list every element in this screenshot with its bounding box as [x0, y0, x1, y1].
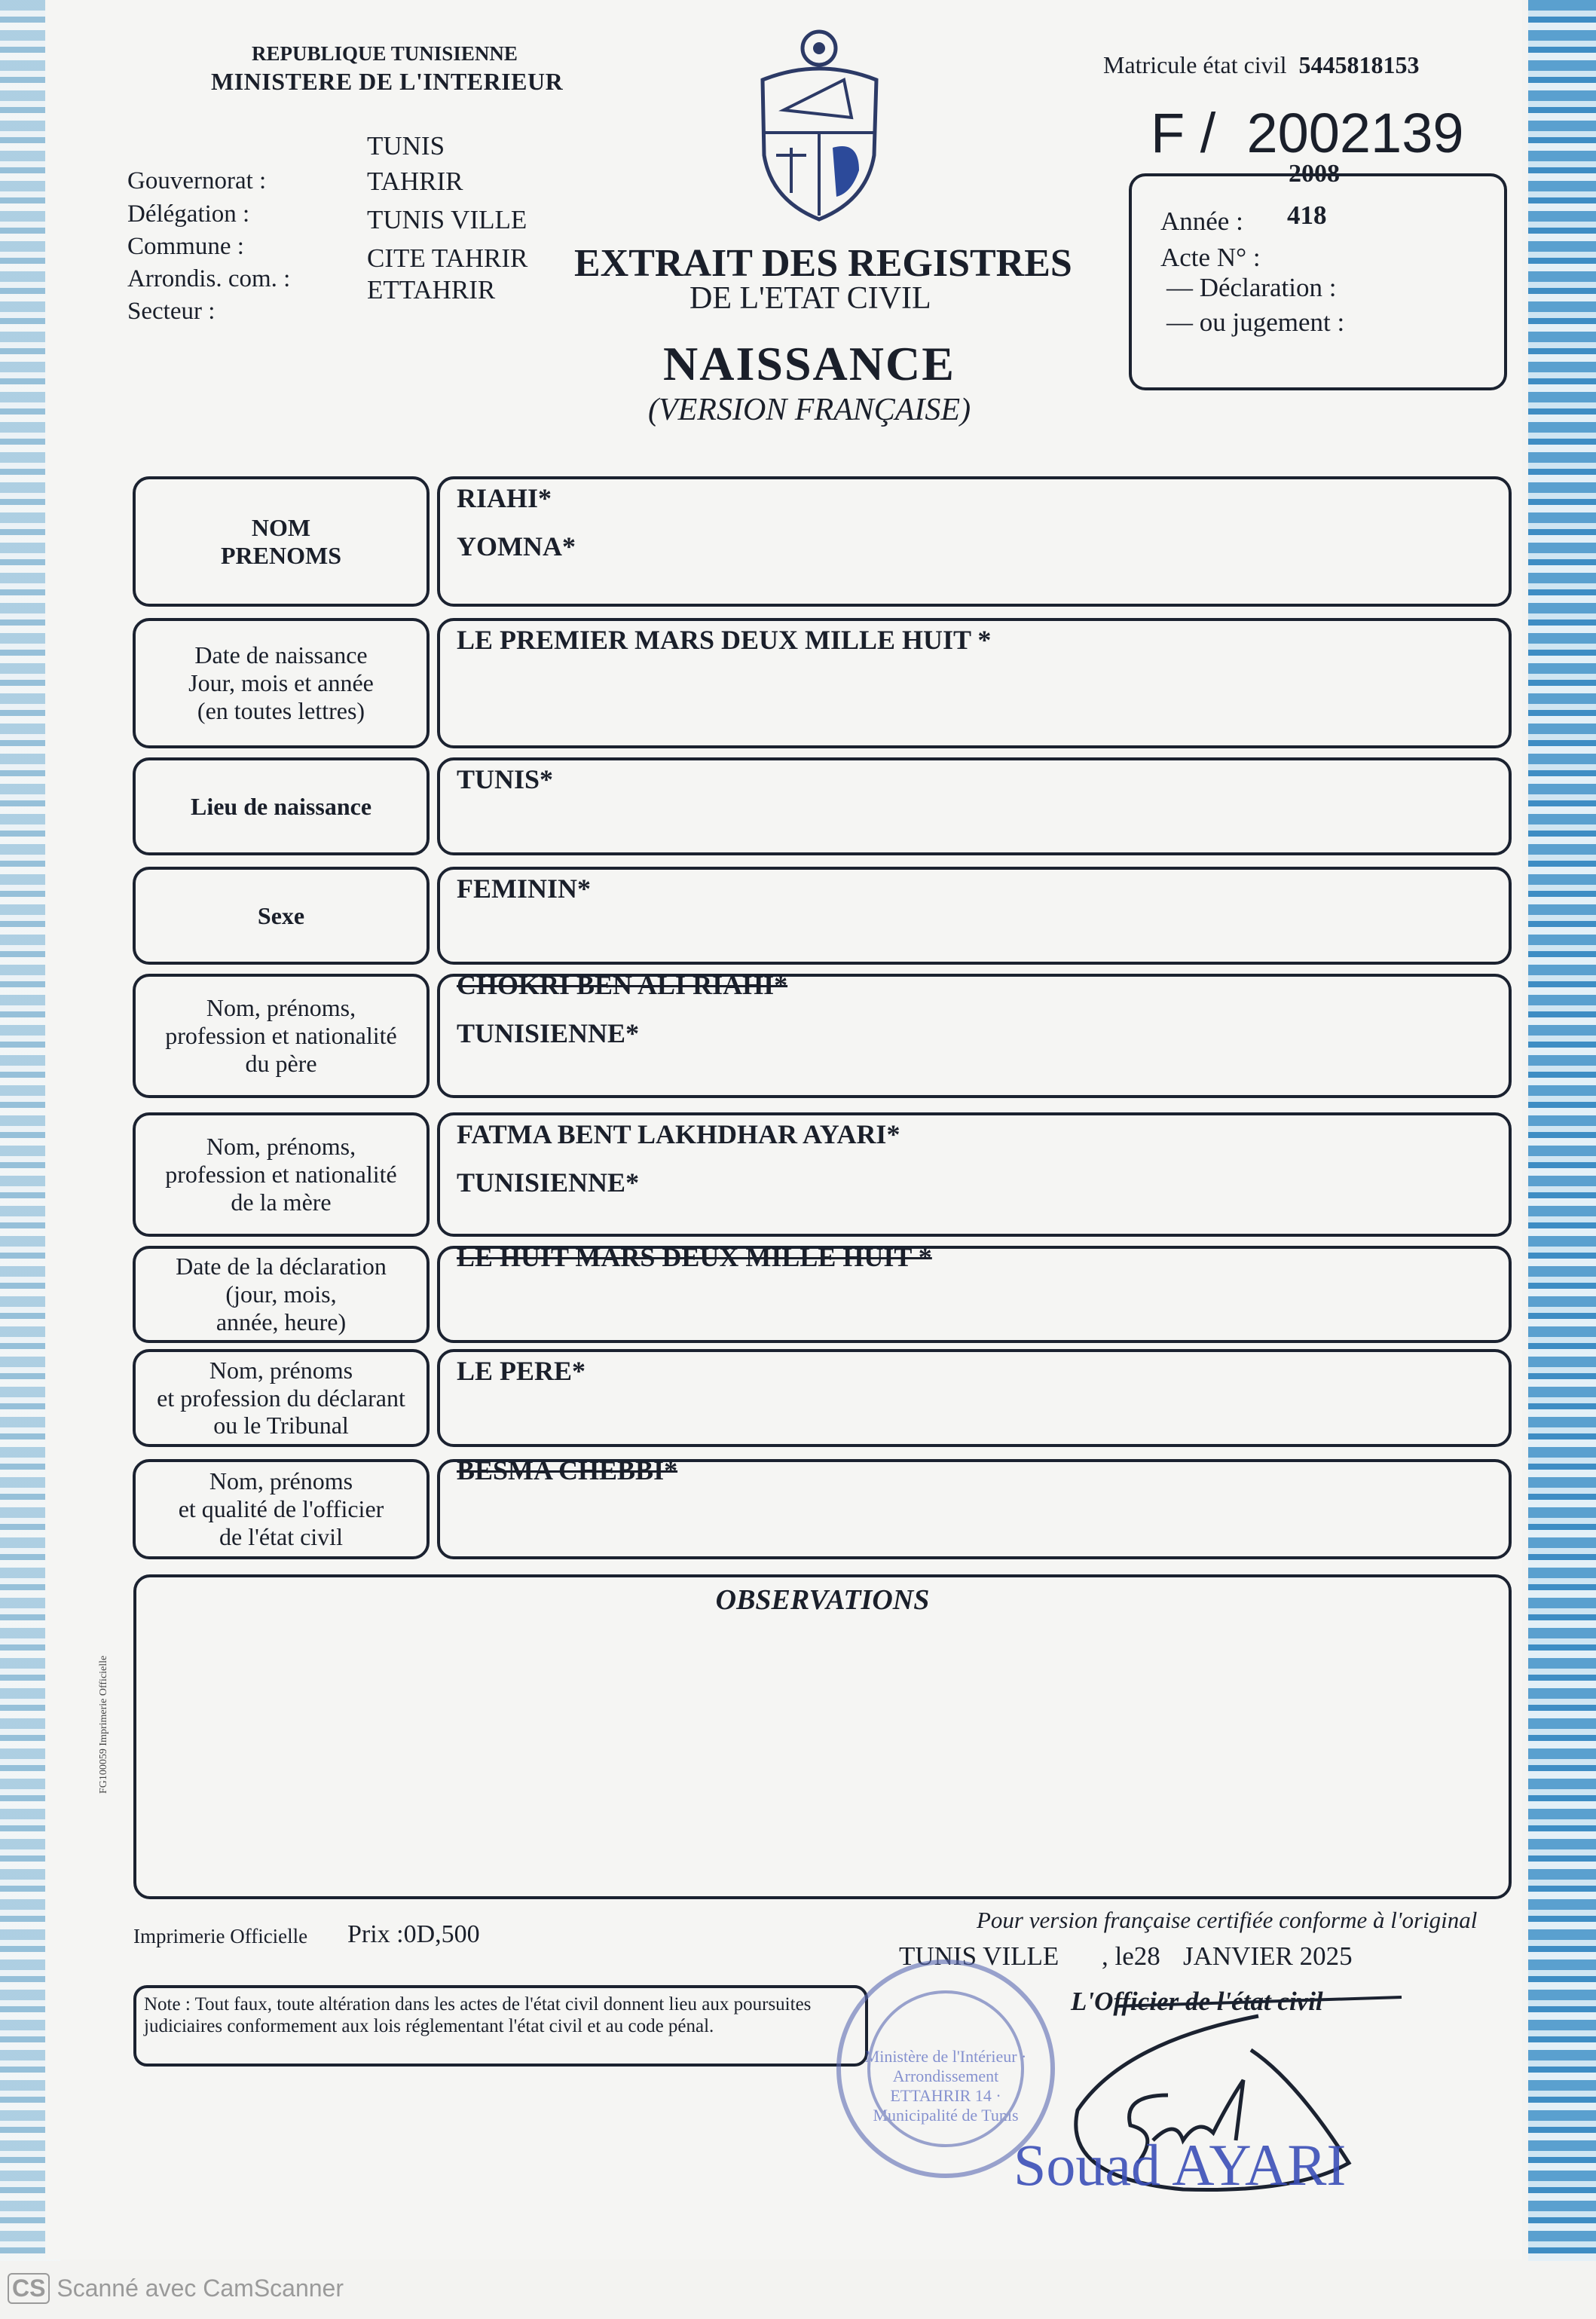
- label-line: (jour, mois,: [225, 1280, 337, 1308]
- watermark-text: Scanné avec CamScanner: [57, 2275, 344, 2302]
- row-value-father: [437, 970, 1512, 1098]
- value-line: LE PREMIER MARS DEUX MILLE HUIT *: [457, 625, 992, 655]
- value-line: TUNISIENNE*: [457, 1167, 640, 1198]
- declaration-label: — Déclaration :: [1166, 273, 1337, 302]
- label-line: de l'état civil: [219, 1522, 343, 1550]
- civil-registration-number: [1103, 51, 1419, 79]
- legal-note: Note : Tout faux, toute altération dans les actes de l'état civil donnent lieu aux poursuites judiciaires conformement aux lois réglementant l'état civil et au code pénal.: [144, 1994, 812, 2036]
- row-value-mother: [437, 1112, 1512, 1237]
- arrondissement-label: Arrondis. com. :: [127, 265, 291, 292]
- act-number-label: Acte N° :: [1160, 243, 1261, 272]
- value-line: BESMA CHEBBI*: [457, 1455, 678, 1485]
- delegation-value: TAHRIR: [367, 167, 463, 196]
- label-line: Nom, prénoms: [209, 1467, 353, 1495]
- value-line: RIAHI*: [457, 483, 552, 513]
- label-line: Jour, mois et année: [188, 669, 374, 697]
- value-line: FATMA BENT LAKHDHAR AYARI*: [457, 1119, 900, 1149]
- value-line: FEMININ*: [457, 873, 591, 904]
- label-line: de la mère: [231, 1188, 332, 1216]
- label-line: profession et nationalité: [165, 1022, 397, 1050]
- label-line: Sexe: [257, 901, 305, 929]
- row-value-declaration-date: [437, 1242, 1512, 1343]
- label-line: et qualité de l'officier: [178, 1495, 384, 1523]
- value-line: TUNIS*: [457, 764, 554, 794]
- label-line: Nom, prénoms,: [206, 994, 356, 1022]
- governorate-label: Gouvernorat :: [127, 167, 267, 194]
- matricule-label: Matricule état civil: [1103, 51, 1287, 78]
- issue-month-year: JANVIER 2025: [1183, 1941, 1353, 1971]
- row-label-father: [133, 974, 430, 1098]
- tunisia-emblem-icon: [754, 27, 885, 223]
- label-line: PRENOMS: [221, 541, 341, 569]
- issue-place: TUNIS VILLE: [899, 1941, 1059, 1971]
- row-value-officer: [437, 1455, 1512, 1559]
- row-label-name: [133, 476, 430, 607]
- value-line: YOMNA*: [457, 531, 576, 561]
- ministry-heading: MINISTERE DE L'INTERIEUR: [211, 68, 564, 95]
- year-value: 2008: [1289, 160, 1340, 188]
- row-label-text: [165, 1133, 396, 1216]
- version-label: (VERSION FRANÇAISE): [648, 393, 971, 427]
- printer-label: Imprimerie Officielle: [133, 1925, 308, 1947]
- label-line: NOM: [251, 513, 311, 541]
- side-print-reference: FG100059 Imprimerie Officielle: [98, 1655, 109, 1794]
- sector-label: Secteur :: [127, 298, 216, 325]
- row-label-declarant: [133, 1349, 430, 1447]
- label-line: Date de la déclaration: [176, 1253, 387, 1280]
- officer-title: L'Officier de l'état civil: [1071, 1987, 1323, 2016]
- label-line: Date de naissance: [194, 641, 368, 669]
- commune-value: TUNIS VILLE: [367, 205, 527, 234]
- row-value-declarant: [437, 1349, 1512, 1447]
- row-value-sex: [437, 867, 1512, 965]
- value-line: LE PERE*: [457, 1356, 586, 1386]
- row-label-birth-date: [133, 618, 430, 748]
- label-line: année, heure): [216, 1308, 347, 1335]
- camscanner-logo-icon: CS: [8, 2273, 50, 2304]
- file-number: F / 2002139: [1151, 102, 1464, 164]
- row-label-text: [157, 1357, 405, 1439]
- document-subtitle: DE L'ETAT CIVIL: [689, 281, 931, 316]
- row-value-birth-date: [437, 618, 1512, 748]
- value-line: TUNISIENNE*: [457, 1018, 640, 1048]
- row-label-text: [258, 902, 304, 930]
- row-value-birth-place: [437, 757, 1512, 855]
- observations-title: OBSERVATIONS: [715, 1584, 930, 1616]
- value-line: LE HUIT MARS DEUX MILLE HUIT *: [457, 1242, 932, 1272]
- delegation-label: Délégation :: [127, 200, 250, 228]
- sector-value: ETTAHRIR: [367, 275, 496, 304]
- label-line: Lieu de naissance: [190, 792, 372, 820]
- label-line: Nom, prénoms: [209, 1356, 353, 1384]
- governorate-value: TUNIS: [367, 131, 445, 161]
- certification-statement: Pour version française certifiée conforme à l'original: [977, 1907, 1478, 1933]
- row-label-declaration-date: [133, 1246, 430, 1343]
- row-label-text: [188, 641, 374, 724]
- row-label-officer: [133, 1459, 430, 1559]
- row-label-text: [165, 994, 396, 1077]
- guilloche-border-right: [1528, 0, 1596, 2261]
- officer-name-stamp: Souad AYARI: [1014, 2132, 1347, 2198]
- row-label-text: [176, 1253, 387, 1335]
- label-line: Nom, prénoms,: [206, 1133, 356, 1161]
- label-line: ou le Tribunal: [213, 1412, 349, 1439]
- issue-day: , le28: [1102, 1941, 1160, 1971]
- row-label-text: [221, 514, 341, 570]
- legal-note-box: [133, 1985, 868, 2067]
- year-label: Année :: [1160, 207, 1243, 236]
- arrondissement-value: CITE TAHRIR: [367, 243, 528, 273]
- price-label: Prix :0D,500: [347, 1920, 480, 1948]
- label-line: et profession du déclarant: [157, 1384, 405, 1412]
- stamp-text: Ministère de l'Intérieur · Arrondissement ETTAHRIR 14 · Municipalité de Tunis: [864, 2047, 1027, 2125]
- row-label-mother: [133, 1112, 430, 1237]
- matricule-value: 5445818153: [1298, 51, 1420, 78]
- act-number-value: 418: [1287, 200, 1327, 230]
- judgement-label: — ou jugement :: [1166, 307, 1345, 337]
- row-label-text: [179, 1467, 384, 1550]
- row-label-text: [191, 793, 371, 821]
- row-label-sex: [133, 867, 430, 965]
- observations-box: [133, 1574, 1512, 1899]
- value-line: CHOKRI BEN ALI RIAHI*: [457, 970, 788, 1000]
- act-type-title: NAISSANCE: [663, 337, 955, 390]
- commune-label: Commune :: [127, 233, 244, 260]
- row-label-birth-place: [133, 757, 430, 855]
- label-line: du père: [245, 1049, 317, 1077]
- document-title: EXTRAIT DES REGISTRES: [574, 242, 1072, 285]
- camscanner-watermark: [8, 2273, 344, 2304]
- row-value-name: [437, 476, 1512, 607]
- republic-heading: REPUBLIQUE TUNISIENNE: [252, 42, 518, 65]
- label-line: (en toutes lettres): [197, 696, 365, 724]
- label-line: profession et nationalité: [165, 1161, 397, 1189]
